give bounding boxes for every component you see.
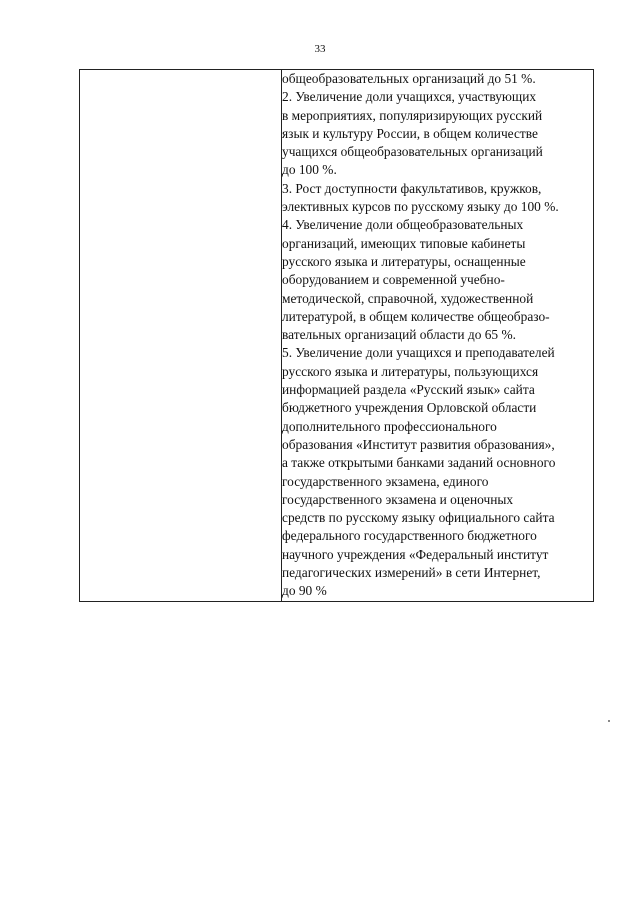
text-line: общеобразовательных организаций до 51 %. bbox=[282, 71, 536, 86]
table-left-cell bbox=[80, 70, 282, 602]
text-line: до 100 %. bbox=[282, 162, 337, 178]
text-line: образования «Институт развития образования», bbox=[282, 436, 555, 452]
text-line: а также открытыми банками заданий основного bbox=[282, 455, 556, 471]
text-line: русского языка и литературы, пользующихся bbox=[282, 363, 539, 379]
text-line: средств по русскому языку официального сайта bbox=[282, 510, 555, 526]
text-line: учащихся общеобразовательных организаций bbox=[282, 144, 543, 160]
page-number: 33 bbox=[314, 43, 326, 55]
text-line: информацией раздела «Русский язык» сайта bbox=[282, 382, 535, 398]
text-line: русского языка и литературы, оснащенные bbox=[282, 253, 526, 269]
text-line: литературой, в общем количестве общеобразо- bbox=[282, 308, 550, 324]
text-line: 3. Рост доступности факультативов, кружков, bbox=[282, 180, 542, 196]
text-line: методической, справочной, художественной bbox=[282, 290, 534, 306]
text-line: дополнительного профессионального bbox=[282, 418, 497, 434]
text-line: федерального государственного бюджетного bbox=[282, 528, 537, 544]
text-line: элективных курсов по русскому языку до 100 %. bbox=[282, 199, 559, 215]
text-line: педагогических измерений» в сети Интернет, bbox=[282, 565, 541, 581]
table-row bbox=[80, 70, 594, 602]
text-line: в мероприятиях, популяризирующих русский bbox=[282, 107, 543, 123]
table-right-cell bbox=[282, 70, 594, 602]
text-line: до 90 % bbox=[282, 583, 327, 599]
text-line: государственного экзамена и оценочных bbox=[282, 491, 514, 507]
text-line: 2. Увеличение доли учащихся, участвующих bbox=[282, 89, 537, 105]
text-line: бюджетного учреждения Орловской области bbox=[282, 400, 537, 416]
scan-speck bbox=[608, 720, 610, 722]
text-line: 4. Увеличение доли общеобразовательных bbox=[282, 217, 524, 233]
text-line: государственного экзамена, единого bbox=[282, 473, 489, 489]
text-line: научного учреждения «Федеральный институт bbox=[282, 546, 549, 562]
text-line: оборудованием и современной учебно- bbox=[282, 272, 505, 288]
text-line: вательных организаций области до 65 %. bbox=[282, 327, 516, 343]
text-line: язык и культуру России, в общем количестве bbox=[282, 125, 538, 141]
text-line: 5. Увеличение доли учащихся и преподавателей bbox=[282, 345, 555, 361]
text-line: организаций, имеющих типовые кабинеты bbox=[282, 235, 526, 251]
document-table bbox=[79, 69, 594, 602]
